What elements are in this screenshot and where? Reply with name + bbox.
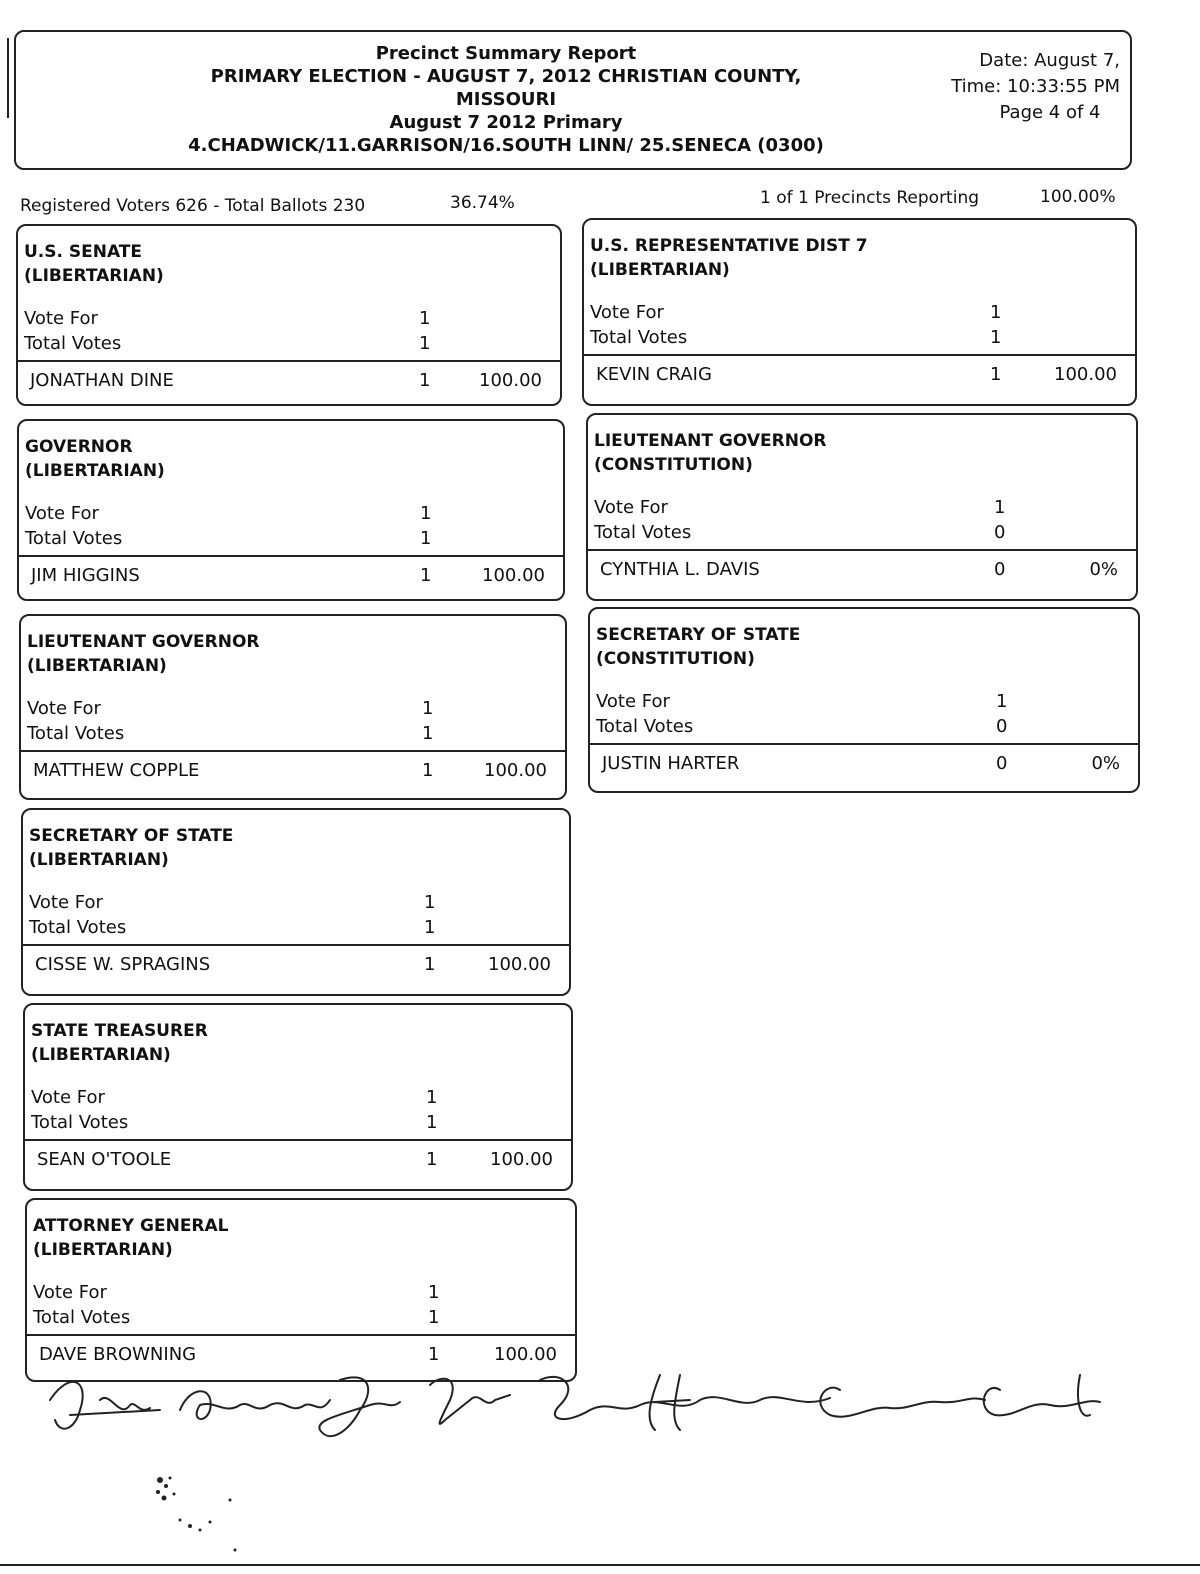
vote-for-label: Vote For	[31, 1087, 105, 1108]
vote-for-value: 1	[422, 698, 434, 719]
total-votes-label: Total Votes	[596, 716, 694, 737]
candidate-percent: 100.00	[479, 370, 542, 391]
candidate-row	[590, 364, 1127, 388]
office-name: LIEUTENANT GOVERNOR	[594, 431, 827, 451]
race-box	[582, 218, 1137, 406]
election-state: MISSOURI	[455, 89, 557, 110]
vote-for-row	[25, 503, 555, 527]
candidate-votes: 1	[419, 370, 431, 391]
party-name: (LIBERTARIAN)	[27, 656, 167, 676]
vote-for-value: 1	[419, 308, 431, 329]
race-title	[27, 630, 260, 678]
primary-name: August 7 2012 Primary	[389, 112, 623, 133]
total-votes-row	[27, 723, 557, 747]
candidate-name: JONATHAN DINE	[30, 370, 174, 391]
vote-for-value: 1	[420, 503, 432, 524]
race-box	[19, 614, 567, 800]
vote-for-label: Vote For	[590, 302, 664, 323]
header-meta	[920, 48, 1120, 126]
vote-for-row	[590, 302, 1127, 326]
total-votes-label: Total Votes	[31, 1112, 129, 1133]
office-name: SECRETARY OF STATE	[29, 826, 234, 846]
total-votes-label: Total Votes	[594, 522, 692, 543]
total-votes-row	[594, 522, 1128, 546]
candidate-percent: 100.00	[494, 1344, 557, 1365]
total-votes-row	[29, 917, 561, 941]
office-name: ATTORNEY GENERAL	[33, 1216, 229, 1236]
candidate-percent: 100.00	[488, 954, 551, 975]
row-divider	[19, 555, 563, 557]
race-title	[596, 623, 800, 671]
total-votes-row	[31, 1112, 563, 1136]
party-name: (LIBERTARIAN)	[24, 266, 164, 286]
turnout-pct: 36.74%	[450, 193, 515, 213]
total-votes-label: Total Votes	[25, 528, 123, 549]
candidate-name: SEAN O'TOOLE	[37, 1149, 172, 1170]
candidate-name: JUSTIN HARTER	[602, 753, 740, 774]
candidate-votes: 1	[426, 1149, 438, 1170]
race-title	[24, 240, 164, 288]
vote-for-value: 1	[996, 691, 1008, 712]
candidate-row	[25, 565, 555, 589]
row-divider	[590, 743, 1138, 745]
total-votes-value: 1	[422, 723, 434, 744]
race-box	[23, 1003, 573, 1191]
party-name: (LIBERTARIAN)	[31, 1045, 171, 1065]
page-number: Page 4 of 4	[999, 102, 1101, 123]
race-title	[594, 429, 827, 477]
total-votes-value: 1	[419, 333, 431, 354]
row-divider	[21, 750, 565, 752]
total-votes-row	[24, 333, 552, 357]
total-votes-value: 1	[428, 1307, 440, 1328]
vote-for-label: Vote For	[594, 497, 668, 518]
candidate-percent: 100.00	[1054, 364, 1117, 385]
candidate-percent: 100.00	[484, 760, 547, 781]
party-name: (LIBERTARIAN)	[590, 260, 730, 280]
race-title	[31, 1019, 208, 1067]
scan-noise	[140, 1450, 240, 1560]
total-votes-value: 0	[996, 716, 1008, 737]
row-divider	[25, 1139, 571, 1141]
office-name: LIEUTENANT GOVERNOR	[27, 632, 260, 652]
candidate-votes: 1	[424, 954, 436, 975]
race-box	[16, 224, 562, 406]
vote-for-label: Vote For	[25, 503, 99, 524]
candidate-row	[594, 559, 1128, 583]
row-divider	[18, 360, 560, 362]
total-votes-row	[33, 1307, 567, 1331]
candidate-row	[24, 370, 552, 394]
vote-for-row	[31, 1087, 563, 1111]
row-divider	[588, 549, 1136, 551]
race-box	[588, 607, 1140, 793]
race-title	[29, 824, 233, 872]
page-edge	[7, 38, 9, 118]
total-votes-label: Total Votes	[24, 333, 122, 354]
total-votes-row	[596, 716, 1130, 740]
candidate-votes: 1	[422, 760, 434, 781]
total-votes-value: 1	[424, 917, 436, 938]
candidate-votes: 1	[420, 565, 432, 586]
registered-voters: Registered Voters 626 - Total Ballots 230	[20, 196, 366, 216]
vote-for-label: Vote For	[33, 1282, 107, 1303]
header-title-block	[126, 42, 886, 157]
vote-for-value: 1	[994, 497, 1006, 518]
report-date: Date: August 7,	[979, 50, 1120, 71]
race-box	[21, 808, 571, 996]
candidate-row	[27, 760, 557, 784]
candidate-row	[596, 753, 1130, 777]
candidate-votes: 1	[990, 364, 1002, 385]
total-votes-row	[25, 528, 555, 552]
party-name: (CONSTITUTION)	[594, 455, 753, 475]
total-votes-label: Total Votes	[33, 1307, 131, 1328]
office-name: U.S. REPRESENTATIVE DIST 7	[590, 236, 868, 256]
report-title: Precinct Summary Report	[375, 43, 637, 64]
vote-for-row	[596, 691, 1130, 715]
vote-for-label: Vote For	[27, 698, 101, 719]
candidate-name: MATTHEW COPPLE	[33, 760, 200, 781]
row-divider	[584, 354, 1135, 356]
vote-for-label: Vote For	[29, 892, 103, 913]
vote-for-label: Vote For	[24, 308, 98, 329]
vote-for-value: 1	[424, 892, 436, 913]
candidate-name: CISSE W. SPRAGINS	[35, 954, 211, 975]
election-name: PRIMARY ELECTION - AUGUST 7, 2012 CHRISTIAN COUNTY,	[210, 66, 802, 87]
race-box	[25, 1198, 577, 1382]
office-name: STATE TREASURER	[31, 1021, 208, 1041]
race-title	[25, 435, 165, 483]
office-name: U.S. SENATE	[24, 242, 143, 262]
race-title	[33, 1214, 229, 1262]
total-votes-value: 1	[420, 528, 432, 549]
total-votes-row	[590, 327, 1127, 351]
report-header	[14, 30, 1132, 170]
office-name: SECRETARY OF STATE	[596, 625, 801, 645]
vote-for-row	[27, 698, 557, 722]
vote-for-value: 1	[990, 302, 1002, 323]
total-votes-label: Total Votes	[590, 327, 688, 348]
vote-for-value: 1	[426, 1087, 438, 1108]
total-votes-value: 1	[990, 327, 1002, 348]
vote-for-row	[29, 892, 561, 916]
vote-for-row	[33, 1282, 567, 1306]
candidate-percent: 100.00	[490, 1149, 553, 1170]
total-votes-label: Total Votes	[27, 723, 125, 744]
total-votes-label: Total Votes	[29, 917, 127, 938]
candidate-percent: 0%	[1091, 753, 1120, 774]
race-title	[590, 234, 868, 282]
party-name: (CONSTITUTION)	[596, 649, 755, 669]
candidate-votes: 0	[994, 559, 1006, 580]
report-time: Time: 10:33:55 PM	[951, 76, 1120, 97]
row-divider	[23, 944, 569, 946]
page-edge-bottom	[0, 1564, 1200, 1566]
candidate-name: DAVE BROWNING	[39, 1344, 197, 1365]
candidate-percent: 0%	[1089, 559, 1118, 580]
candidate-name: CYNTHIA L. DAVIS	[600, 559, 760, 580]
row-divider	[27, 1334, 575, 1336]
signatures	[40, 1360, 1120, 1450]
vote-for-row	[594, 497, 1128, 521]
candidate-name: KEVIN CRAIG	[596, 364, 712, 385]
candidate-row	[31, 1149, 563, 1173]
candidate-votes: 0	[996, 753, 1008, 774]
party-name: (LIBERTARIAN)	[29, 850, 169, 870]
vote-for-value: 1	[428, 1282, 440, 1303]
party-name: (LIBERTARIAN)	[33, 1240, 173, 1260]
vote-for-label: Vote For	[596, 691, 670, 712]
vote-for-row	[24, 308, 552, 332]
candidate-percent: 100.00	[482, 565, 545, 586]
race-box	[17, 419, 565, 601]
candidate-row	[29, 954, 561, 978]
precincts-reporting: 1 of 1 Precincts Reporting	[760, 188, 980, 208]
party-name: (LIBERTARIAN)	[25, 461, 165, 481]
total-votes-value: 0	[994, 522, 1006, 543]
race-box	[586, 413, 1138, 601]
office-name: GOVERNOR	[25, 437, 133, 457]
precinct-list: 4.CHADWICK/11.GARRISON/16.SOUTH LINN/ 25.SENECA (0300)	[188, 135, 824, 156]
reporting-pct: 100.00%	[1040, 187, 1116, 207]
total-votes-value: 1	[426, 1112, 438, 1133]
candidate-votes: 1	[428, 1344, 440, 1365]
candidate-name: JIM HIGGINS	[31, 565, 140, 586]
